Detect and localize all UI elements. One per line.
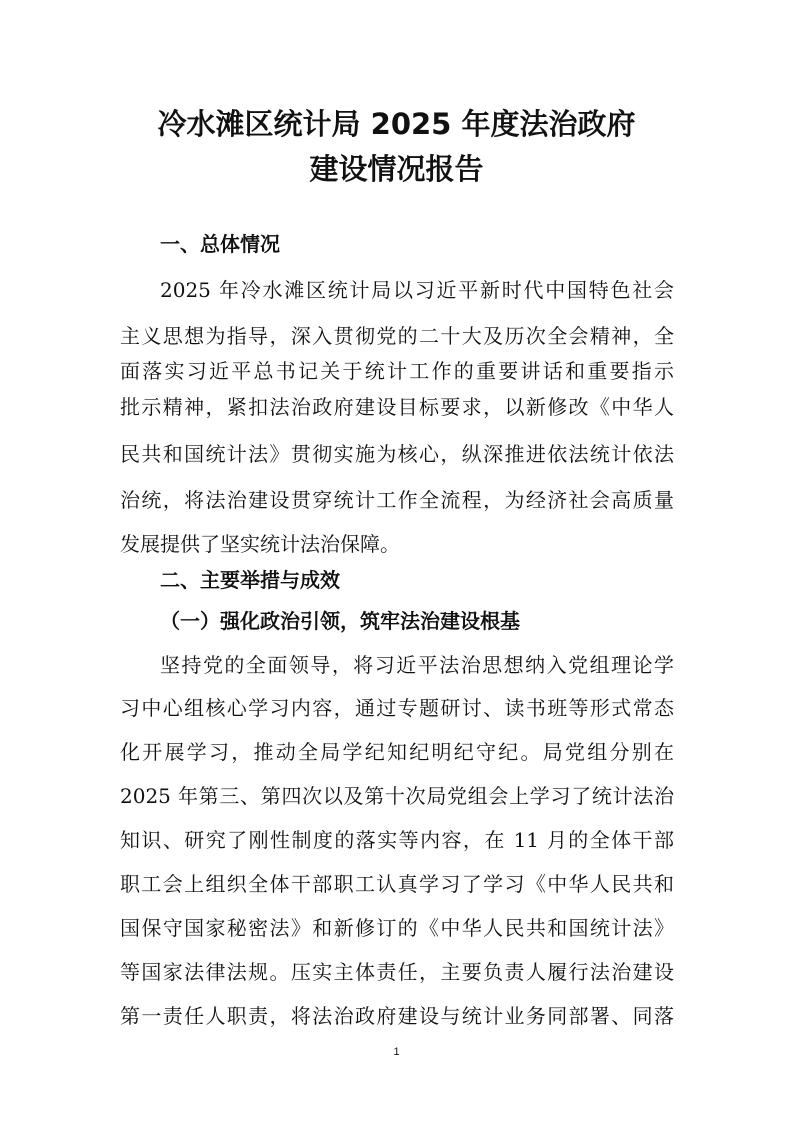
paragraph-line: 坚持党的全面领导，将习近平法治思想纳入党组理论学 <box>160 653 674 677</box>
paragraph-line: 民共和国统计法》贯彻实施为核心，纵深推进依法统计依法 <box>120 442 674 466</box>
paragraph-line: 批示精神，紧扣法治政府建设目标要求，以新修改《中华人 <box>120 395 674 419</box>
paragraph-line: 等国家法律法规。压实主体责任，主要负责人履行法治建设 <box>120 960 674 984</box>
paragraph-line: 职工会上组织全体干部职工认真学习了学习《中华人民共和 <box>120 872 674 896</box>
section-heading-measures: 二、主要举措与成效 <box>160 568 340 592</box>
document-title-line-1: 冷水滩区统计局 2025 年度法治政府 <box>157 107 636 141</box>
page-number: 1 <box>393 1046 400 1058</box>
paragraph-line: 治统，将法治建设贯穿统计工作全流程，为经济社会高质量 <box>120 488 674 512</box>
paragraph-line: 化开展学习，推动全局学纪知纪明纪守纪。局党组分别在 <box>120 740 674 764</box>
document-title-line-2: 建设情况报告 <box>309 152 484 186</box>
section-heading-overview: 一、总体情况 <box>160 232 280 256</box>
paragraph-line: 习中心组核心学习内容，通过专题研讨、读书班等形式常态 <box>120 696 674 720</box>
paragraph-line: 发展提供了坚实统计法治保障。 <box>120 532 400 556</box>
paragraph-line: 2025 年冷水滩区统计局以习近平新时代中国特色社会 <box>160 278 674 302</box>
paragraph-line: 国保守国家秘密法》和新修订的《中华人民共和国统计法》 <box>120 916 674 940</box>
subsection-heading-political-guidance: （一）强化政治引领，筑牢法治建设根基 <box>160 609 520 633</box>
paragraph-line: 第一责任人职责，将法治政府建设与统计业务同部署、同落 <box>120 1004 674 1028</box>
paragraph-line: 主义思想为指导，深入贯彻党的二十大及历次全会精神，全 <box>120 324 674 348</box>
paragraph-line: 知识、研究了刚性制度的落实等内容，在 11 月的全体干部 <box>120 828 674 852</box>
paragraph-line: 2025 年第三、第四次以及第十次局党组会上学习了统计法治 <box>120 784 674 808</box>
paragraph-line: 面落实习近平总书记关于统计工作的重要讲话和重要指示 <box>120 359 674 383</box>
